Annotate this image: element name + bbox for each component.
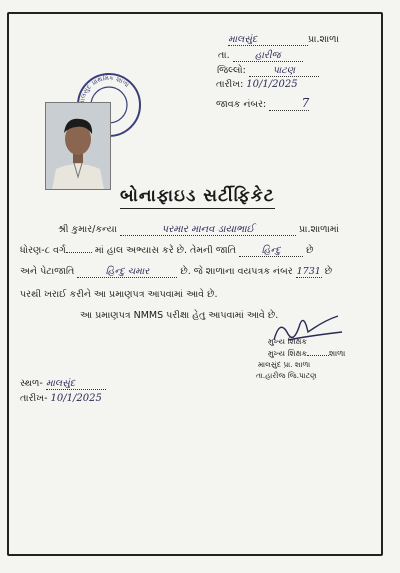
header-date (216, 79, 298, 90)
footer-date-label: તારીખ- (20, 393, 48, 404)
taluka-label: તા. (218, 50, 230, 61)
body-line-3 (20, 266, 332, 278)
signature-scribble (268, 310, 348, 354)
footer-place-value: માલસુંદ (46, 378, 106, 390)
taluka-value: હારીજ (233, 50, 303, 62)
subcaste-value: હિન્દુ ચમાર (77, 266, 177, 278)
header-date-value: 10/1/2025 (246, 79, 298, 90)
certificate-border (7, 12, 383, 556)
footer-date-value: 10/1/2025 (50, 393, 102, 404)
district-value: પાટણ (249, 65, 319, 77)
line3-end: છે (324, 266, 333, 277)
footer-place (20, 378, 106, 390)
honorific: શ્રી કુમાર/કન્યા (58, 224, 117, 235)
school-suffix: પ્રા.શાળામાં (298, 224, 339, 235)
certificate-title: બોનાફાઇડ સર્ટીફિકેટ (120, 186, 275, 209)
register-no: 1731 (296, 266, 321, 277)
body-line-2 (20, 245, 313, 257)
district-label: જિલ્લો: (217, 65, 246, 76)
signature-place: તા.હારીજ જિ.પાટણ (256, 371, 317, 380)
signature-title-1: મુખ્ય શિક્ષક (268, 337, 308, 346)
caste-value: હિન્દુ (239, 245, 303, 257)
student-name: પરમાર માનવ ડાયાભાઈ (120, 224, 296, 236)
signature-block (268, 349, 345, 359)
body-line-5: આ પ્રમાણપત્ર NMMS પરીક્ષા હેતુ આપવામાં આવે છે. (80, 310, 279, 321)
header-date-label: તારીખ: (216, 79, 244, 90)
header-outward (216, 96, 309, 111)
study-text: માં હાલ અભ્યાસ કરે છે. તેમની જાતિ (94, 245, 237, 256)
outward-value: 7 (269, 96, 309, 111)
student-photo (45, 102, 111, 190)
signature-school: માલસુંદ પ્રા. શાળા (258, 360, 311, 369)
header-district (217, 65, 319, 77)
outward-label: જાવક નંબર: (216, 99, 267, 110)
line2-end: છે (306, 245, 314, 256)
std-label: ધોરણ-૮ વર્ગ (20, 245, 66, 256)
register-text: છે. જે શાળાના વયપત્રક નંબર (180, 266, 293, 277)
body-line-1 (58, 224, 339, 236)
footer-place-label: સ્થળ- (20, 378, 43, 389)
header-school-suffix: પ્રા.શાળા (308, 34, 339, 45)
subcaste-label: અને પેટાજાતિ (20, 266, 75, 277)
header-taluka (218, 50, 303, 62)
footer-date (20, 393, 102, 404)
header-school-name: માલસુંદ (228, 34, 308, 46)
signature-school-suffix: શાળા (329, 349, 346, 358)
body-line-4: પરથી ખરાઈ કરીને આ પ્રમાણપત્ર આપવામાં આવે છે. (20, 289, 218, 300)
signature-title-2: મુખ્ય શિક્ષક (268, 349, 308, 358)
svg-text:માલસુંદ પ્રાથમિક શાળા: લસુંદ પ્રાથમિક શાળા (79, 73, 131, 100)
header-school (228, 34, 339, 46)
